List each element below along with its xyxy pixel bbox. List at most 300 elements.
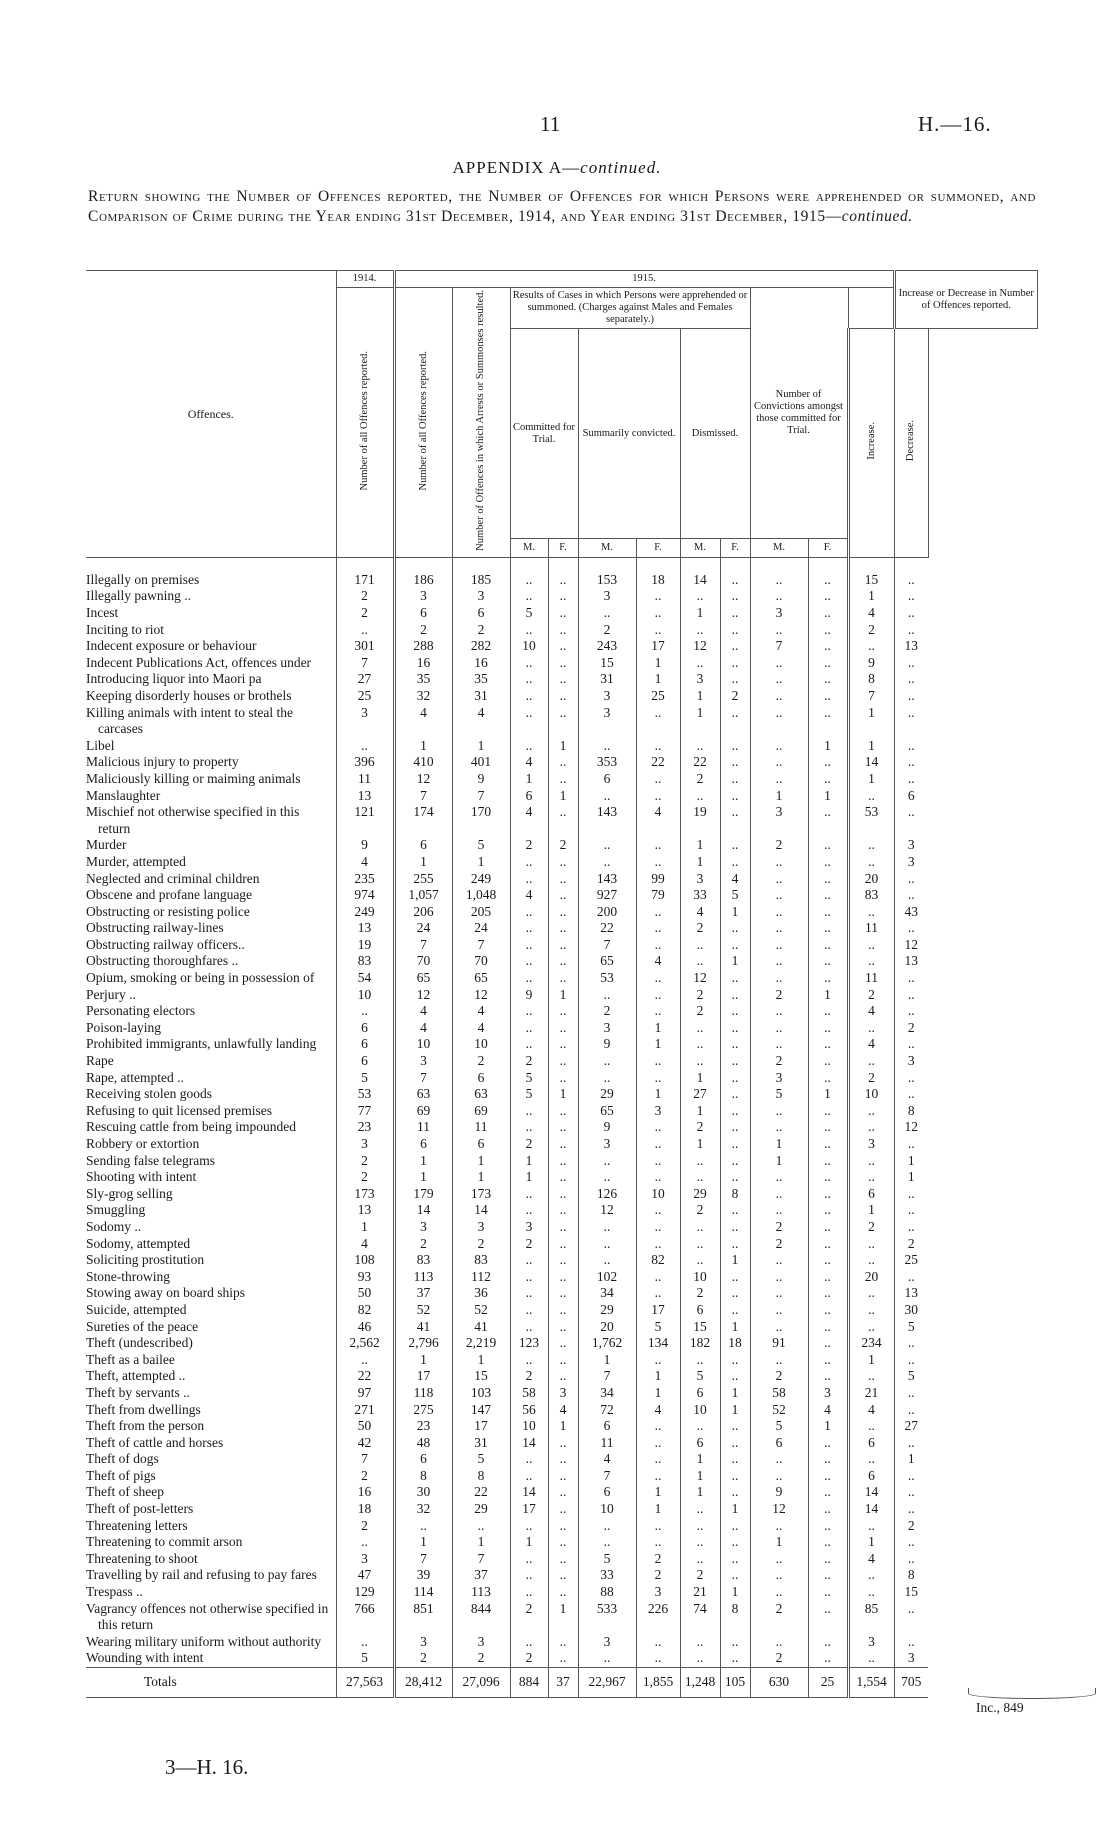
table-cell: .. xyxy=(578,1650,636,1667)
table-cell: 4 xyxy=(452,1020,510,1037)
table-cell: 2 xyxy=(336,1169,394,1186)
table-cell: 3 xyxy=(578,588,636,605)
year-1915-header: 1915. xyxy=(394,271,894,288)
table-cell: .. xyxy=(848,1584,894,1601)
table-cell: 7 xyxy=(336,655,394,672)
table-cell: .. xyxy=(750,738,808,755)
table-cell: 282 xyxy=(452,638,510,655)
table-cell: 1 xyxy=(720,1385,750,1402)
table-cell: 8 xyxy=(894,1567,928,1584)
table-cell: 1,554 xyxy=(848,1668,894,1698)
table-cell: 1 xyxy=(452,1352,510,1369)
table-cell: .. xyxy=(680,655,720,672)
table-cell: 82 xyxy=(336,1302,394,1319)
table-cell: .. xyxy=(808,1036,848,1053)
table-cell: .. xyxy=(808,1518,848,1535)
table-cell: 1 xyxy=(636,1484,680,1501)
table-cell: .. xyxy=(548,622,578,639)
table-cell: .. xyxy=(636,837,680,854)
table-cell: .. xyxy=(720,1136,750,1153)
table-cell: .. xyxy=(548,887,578,904)
table-cell: .. xyxy=(894,920,928,937)
table-cell: .. xyxy=(808,1451,848,1468)
table-cell: .. xyxy=(720,1219,750,1236)
table-cell: .. xyxy=(636,920,680,937)
table-row xyxy=(86,622,1038,639)
table-row xyxy=(86,557,1038,588)
table-cell: 9 xyxy=(336,837,394,854)
table-cell: 24 xyxy=(452,920,510,937)
table-cell: .. xyxy=(636,1053,680,1070)
table-cell: .. xyxy=(808,622,848,639)
table-cell: 6 xyxy=(336,1036,394,1053)
table-cell: 2 xyxy=(452,1650,510,1667)
return-title xyxy=(88,187,1036,227)
offence-name: Personating electors xyxy=(86,1003,196,1019)
table-cell: .. xyxy=(636,771,680,788)
table-cell: .. xyxy=(750,937,808,954)
table-cell: .. xyxy=(894,1551,928,1568)
table-cell: .. xyxy=(750,1202,808,1219)
table-cell: .. xyxy=(720,1285,750,1302)
offence-name: Vagrancy offences not otherwise specified in this return xyxy=(86,1600,329,1633)
table-cell: .. xyxy=(848,837,894,854)
table-cell: .. xyxy=(808,871,848,888)
table-cell: .. xyxy=(808,804,848,837)
table-row xyxy=(86,1219,1038,1236)
table-cell: .. xyxy=(750,1352,808,1369)
table-cell: .. xyxy=(636,1070,680,1087)
table-cell: 1 xyxy=(452,1153,510,1170)
table-cell: 2 xyxy=(750,987,808,1004)
table-cell: 1 xyxy=(848,588,894,605)
table-cell: 2 xyxy=(848,622,894,639)
table-cell: 4 xyxy=(336,854,394,871)
table-cell: 25 xyxy=(808,1668,848,1698)
table-cell: 1 xyxy=(336,1219,394,1236)
table-cell: 705 xyxy=(894,1668,928,1698)
table-cell: 15 xyxy=(894,1584,928,1601)
table-cell: 1 xyxy=(720,904,750,921)
table-cell: .. xyxy=(548,1020,578,1037)
table-cell: 1 xyxy=(452,854,510,871)
table-cell: .. xyxy=(720,1534,750,1551)
table-cell: .. xyxy=(548,1153,578,1170)
table-cell: 1 xyxy=(750,1136,808,1153)
table-cell: 4 xyxy=(510,804,548,837)
table-cell: .. xyxy=(510,1319,548,1336)
table-cell: .. xyxy=(894,771,928,788)
table-cell: .. xyxy=(808,1252,848,1269)
table-cell: .. xyxy=(578,1252,636,1269)
offence-name: Travelling by rail and refusing to pay fares xyxy=(86,1567,317,1583)
table-cell: .. xyxy=(336,1534,394,1551)
page-number: 11 xyxy=(540,112,561,136)
table-cell: .. xyxy=(636,1352,680,1369)
table-cell: .. xyxy=(808,887,848,904)
table-cell: 10 xyxy=(394,1036,452,1053)
table-cell: 4 xyxy=(394,1003,452,1020)
table-cell: 29 xyxy=(452,1501,510,1518)
table-cell: .. xyxy=(808,1169,848,1186)
table-cell: 25 xyxy=(336,688,394,705)
table-cell: 1 xyxy=(848,1534,894,1551)
table-cell: .. xyxy=(808,937,848,954)
table-cell: 3 xyxy=(808,1385,848,1402)
table-cell: .. xyxy=(548,1202,578,1219)
table-cell: 113 xyxy=(394,1269,452,1286)
table-cell: 2 xyxy=(848,1219,894,1236)
table-cell: 173 xyxy=(452,1186,510,1203)
table-cell: .. xyxy=(894,1003,928,1020)
table-cell: 8 xyxy=(894,1103,928,1120)
table-row xyxy=(86,1551,1038,1568)
table-cell: 33 xyxy=(578,1567,636,1584)
table-cell: .. xyxy=(510,1584,548,1601)
table-cell: 27,096 xyxy=(452,1668,510,1698)
table-cell: 1 xyxy=(720,1402,750,1419)
offence-name: Prohibited immigrants, unlawfully landing xyxy=(86,1036,317,1052)
table-cell: .. xyxy=(548,1053,578,1070)
table-cell: .. xyxy=(548,1368,578,1385)
table-cell: 14 xyxy=(452,1202,510,1219)
table-cell: 8 xyxy=(452,1468,510,1485)
table-cell: 2 xyxy=(336,588,394,605)
offence-name: Obstructing railway officers.. xyxy=(86,936,245,952)
table-cell: .. xyxy=(510,1036,548,1053)
table-row xyxy=(86,804,1038,837)
table-cell: 14 xyxy=(394,1202,452,1219)
table-cell: 22 xyxy=(578,920,636,937)
table-cell: 19 xyxy=(680,804,720,837)
table-cell: .. xyxy=(680,588,720,605)
table-cell: 2 xyxy=(510,1601,548,1634)
table-cell: .. xyxy=(750,1269,808,1286)
table-cell: 5 xyxy=(894,1319,928,1336)
table-cell: .. xyxy=(548,1435,578,1452)
table-cell: .. xyxy=(680,953,720,970)
table-cell: .. xyxy=(636,738,680,755)
table-cell: 22 xyxy=(680,754,720,771)
table-cell: .. xyxy=(894,1385,928,1402)
table-cell: .. xyxy=(848,1119,894,1136)
offence-name: Stone-throwing xyxy=(86,1268,170,1284)
table-cell: 6 xyxy=(510,788,548,805)
table-cell: 5 xyxy=(510,605,548,622)
table-row xyxy=(86,1567,1038,1584)
table-cell: 29 xyxy=(680,1186,720,1203)
table-cell: 301 xyxy=(336,638,394,655)
table-cell: .. xyxy=(894,1601,928,1634)
table-cell: .. xyxy=(636,904,680,921)
table-cell: .. xyxy=(848,1319,894,1336)
table-cell: 65 xyxy=(394,970,452,987)
table-cell: 884 xyxy=(510,1668,548,1698)
table-cell: 1 xyxy=(636,1036,680,1053)
table-cell: 1 xyxy=(848,771,894,788)
table-cell: .. xyxy=(720,1153,750,1170)
table-cell: 4 xyxy=(848,605,894,622)
year-1914-header: 1914. xyxy=(336,271,394,288)
table-cell: 14 xyxy=(510,1435,548,1452)
table-cell: 29 xyxy=(578,1302,636,1319)
table-cell: 27 xyxy=(680,1086,720,1103)
table-cell: .. xyxy=(636,987,680,1004)
table-cell: 39 xyxy=(394,1567,452,1584)
table-cell: 1 xyxy=(452,1169,510,1186)
table-cell: 3 xyxy=(336,1551,394,1568)
offence-name: Suicide, attempted xyxy=(86,1301,187,1317)
table-cell: .. xyxy=(894,871,928,888)
table-row xyxy=(86,1335,1038,1352)
table-cell: 12 xyxy=(394,987,452,1004)
document-reference: H.—16. xyxy=(918,112,992,136)
table-cell: .. xyxy=(510,871,548,888)
table-cell: 30 xyxy=(394,1484,452,1501)
table-cell: .. xyxy=(336,1352,394,1369)
offence-name: Illegally pawning .. xyxy=(86,588,191,604)
table-row xyxy=(86,1601,1038,1634)
table-cell: .. xyxy=(548,638,578,655)
table-cell: 41 xyxy=(394,1319,452,1336)
table-cell: .. xyxy=(636,1451,680,1468)
table-cell: 4 xyxy=(394,1020,452,1037)
table-cell: 25 xyxy=(636,688,680,705)
table-cell: 7 xyxy=(750,638,808,655)
table-cell: .. xyxy=(510,1103,548,1120)
table-cell: 79 xyxy=(636,887,680,904)
table-cell: 1 xyxy=(548,1601,578,1634)
table-cell: .. xyxy=(548,1518,578,1535)
table-cell: .. xyxy=(808,970,848,987)
table-cell: .. xyxy=(680,1020,720,1037)
table-cell: 1 xyxy=(548,788,578,805)
table-cell: 1 xyxy=(680,688,720,705)
table-cell: .. xyxy=(808,1551,848,1568)
table-row xyxy=(86,771,1038,788)
table-cell: 1 xyxy=(894,1451,928,1468)
table-cell: 77 xyxy=(336,1103,394,1120)
table-row xyxy=(86,1269,1038,1286)
table-cell: .. xyxy=(720,1086,750,1103)
offence-name: Inciting to riot xyxy=(86,621,164,637)
table-cell: 2 xyxy=(394,1236,452,1253)
table-cell: 7 xyxy=(452,788,510,805)
table-cell: 129 xyxy=(336,1584,394,1601)
table-cell: .. xyxy=(720,937,750,954)
table-cell: .. xyxy=(808,754,848,771)
table-cell: 18 xyxy=(720,1335,750,1352)
table-cell: 2 xyxy=(510,1236,548,1253)
table-cell: 4 xyxy=(578,1451,636,1468)
table-cell: .. xyxy=(848,1418,894,1435)
offence-name: Theft of pigs xyxy=(86,1467,156,1483)
table-cell: .. xyxy=(808,1302,848,1319)
table-cell: 1 xyxy=(636,655,680,672)
offence-name: Wounding with intent xyxy=(86,1650,204,1666)
table-cell: 1 xyxy=(680,837,720,854)
table-cell: 19 xyxy=(336,937,394,954)
table-cell: .. xyxy=(750,1169,808,1186)
table-cell: 3 xyxy=(750,804,808,837)
table-cell: .. xyxy=(578,1219,636,1236)
table-cell: 1,048 xyxy=(452,887,510,904)
offence-name: Rape xyxy=(86,1053,114,1069)
table-cell: 1 xyxy=(452,1534,510,1551)
table-cell: 2 xyxy=(680,920,720,937)
table-cell: 5 xyxy=(750,1086,808,1103)
table-cell: 5 xyxy=(636,1319,680,1336)
table-row xyxy=(86,953,1038,970)
table-cell: .. xyxy=(680,1650,720,1667)
table-cell: 1 xyxy=(848,738,894,755)
table-cell: .. xyxy=(510,622,548,639)
table-cell: .. xyxy=(636,1418,680,1435)
table-cell: 1 xyxy=(636,1086,680,1103)
table-cell: 3 xyxy=(578,1020,636,1037)
table-cell: 851 xyxy=(394,1601,452,1634)
offence-name: Sodomy, attempted xyxy=(86,1235,191,1251)
table-cell: .. xyxy=(680,738,720,755)
table-cell: 3 xyxy=(848,1634,894,1651)
table-cell: .. xyxy=(894,1269,928,1286)
table-row xyxy=(86,638,1038,655)
table-cell: 5 xyxy=(750,1418,808,1435)
table-cell: 65 xyxy=(452,970,510,987)
table-cell: .. xyxy=(808,1285,848,1302)
table-cell: 3 xyxy=(750,1070,808,1087)
table-cell: .. xyxy=(548,1169,578,1186)
decrease-header: Decrease. xyxy=(894,329,928,558)
table-cell: 28,412 xyxy=(394,1668,452,1698)
table-cell: .. xyxy=(808,1650,848,1667)
table-row xyxy=(86,987,1038,1004)
table-cell: 4 xyxy=(452,705,510,738)
table-cell: .. xyxy=(720,1418,750,1435)
table-cell: .. xyxy=(750,1119,808,1136)
table-cell: .. xyxy=(848,1153,894,1170)
table-cell: .. xyxy=(808,1352,848,1369)
table-cell: .. xyxy=(636,605,680,622)
table-row xyxy=(86,854,1038,871)
table-cell: 10 xyxy=(336,987,394,1004)
table-cell: 6 xyxy=(394,1451,452,1468)
table-cell: 1 xyxy=(680,1451,720,1468)
table-cell: .. xyxy=(636,1468,680,1485)
table-cell: .. xyxy=(548,1567,578,1584)
table-cell: 185 xyxy=(452,557,510,588)
table-cell: 5 xyxy=(578,1551,636,1568)
table-cell: .. xyxy=(750,1551,808,1568)
table-cell: 23 xyxy=(394,1418,452,1435)
offence-name: Libel xyxy=(86,737,115,753)
table-cell: 108 xyxy=(336,1252,394,1269)
table-cell: 1 xyxy=(578,1352,636,1369)
table-cell: 7 xyxy=(452,937,510,954)
table-cell: .. xyxy=(680,1252,720,1269)
table-cell: 12 xyxy=(578,1202,636,1219)
table-cell: 7 xyxy=(578,937,636,954)
table-cell: 2 xyxy=(510,837,548,854)
table-row xyxy=(86,1153,1038,1170)
table-cell: .. xyxy=(808,1269,848,1286)
table-cell: 83 xyxy=(394,1252,452,1269)
table-cell: .. xyxy=(680,1352,720,1369)
table-cell: 5 xyxy=(510,1070,548,1087)
table-cell: 22 xyxy=(636,754,680,771)
table-cell: 70 xyxy=(394,953,452,970)
table-cell: .. xyxy=(808,1484,848,1501)
offence-name: Threatening letters xyxy=(86,1517,188,1533)
table-cell: 5 xyxy=(720,887,750,904)
offence-name: Trespass .. xyxy=(86,1584,143,1600)
table-cell: 16 xyxy=(336,1484,394,1501)
table-cell: 3 xyxy=(452,1219,510,1236)
table-cell: 16 xyxy=(394,655,452,672)
table-cell: .. xyxy=(336,1634,394,1651)
table-row xyxy=(86,970,1038,987)
table-row xyxy=(86,1003,1038,1020)
table-cell: 13 xyxy=(894,638,928,655)
table-cell: .. xyxy=(578,854,636,871)
table-cell: 7 xyxy=(578,1468,636,1485)
table-cell: .. xyxy=(750,622,808,639)
offence-name: Smuggling xyxy=(86,1202,146,1218)
table-cell: .. xyxy=(894,987,928,1004)
table-cell: 7 xyxy=(394,788,452,805)
table-cell: .. xyxy=(720,1236,750,1253)
convictions-m-header: M. xyxy=(750,539,808,558)
table-cell: 2 xyxy=(680,987,720,1004)
table-cell: 4 xyxy=(636,953,680,970)
table-cell: 2 xyxy=(452,1053,510,1070)
table-cell: 147 xyxy=(452,1402,510,1419)
table-cell: 17 xyxy=(510,1501,548,1518)
table-cell: 32 xyxy=(394,1501,452,1518)
table-cell: 46 xyxy=(336,1319,394,1336)
table-cell: 3 xyxy=(394,1219,452,1236)
table-cell: 35 xyxy=(394,671,452,688)
table-cell: .. xyxy=(848,638,894,655)
table-cell: .. xyxy=(578,837,636,854)
table-cell: .. xyxy=(808,1053,848,1070)
table-cell: 2 xyxy=(510,1650,548,1667)
offence-name: Sureties of the peace xyxy=(86,1318,199,1334)
table-cell: 2 xyxy=(680,1567,720,1584)
table-cell: 9 xyxy=(452,771,510,788)
table-cell: 37 xyxy=(548,1668,578,1698)
table-cell: .. xyxy=(848,1302,894,1319)
footer-reference: 3—H. 16. xyxy=(165,1755,249,1779)
table-cell: .. xyxy=(720,557,750,588)
table-cell: 91 xyxy=(750,1335,808,1352)
table-cell: .. xyxy=(510,904,548,921)
table-cell: .. xyxy=(680,1236,720,1253)
table-cell: .. xyxy=(636,1169,680,1186)
return-title-text: Return showing the Number of Offences reported, the Number of Offences for which Persons were apprehended or summoned, and Comparison of Crime during the Year ending 31st December, 1914, and Year ending 31st December, 1915— xyxy=(88,188,1036,225)
table-cell: 2 xyxy=(894,1236,928,1253)
table-cell: 13 xyxy=(894,953,928,970)
table-cell: 97 xyxy=(336,1385,394,1402)
table-cell: 15 xyxy=(680,1319,720,1336)
table-cell: 88 xyxy=(578,1584,636,1601)
table-cell: .. xyxy=(720,671,750,688)
table-cell: 353 xyxy=(578,754,636,771)
table-cell: .. xyxy=(894,887,928,904)
offence-name: Indecent Publications Act, offences under xyxy=(86,654,312,670)
table-cell: 7 xyxy=(394,937,452,954)
table-cell: .. xyxy=(894,1484,928,1501)
